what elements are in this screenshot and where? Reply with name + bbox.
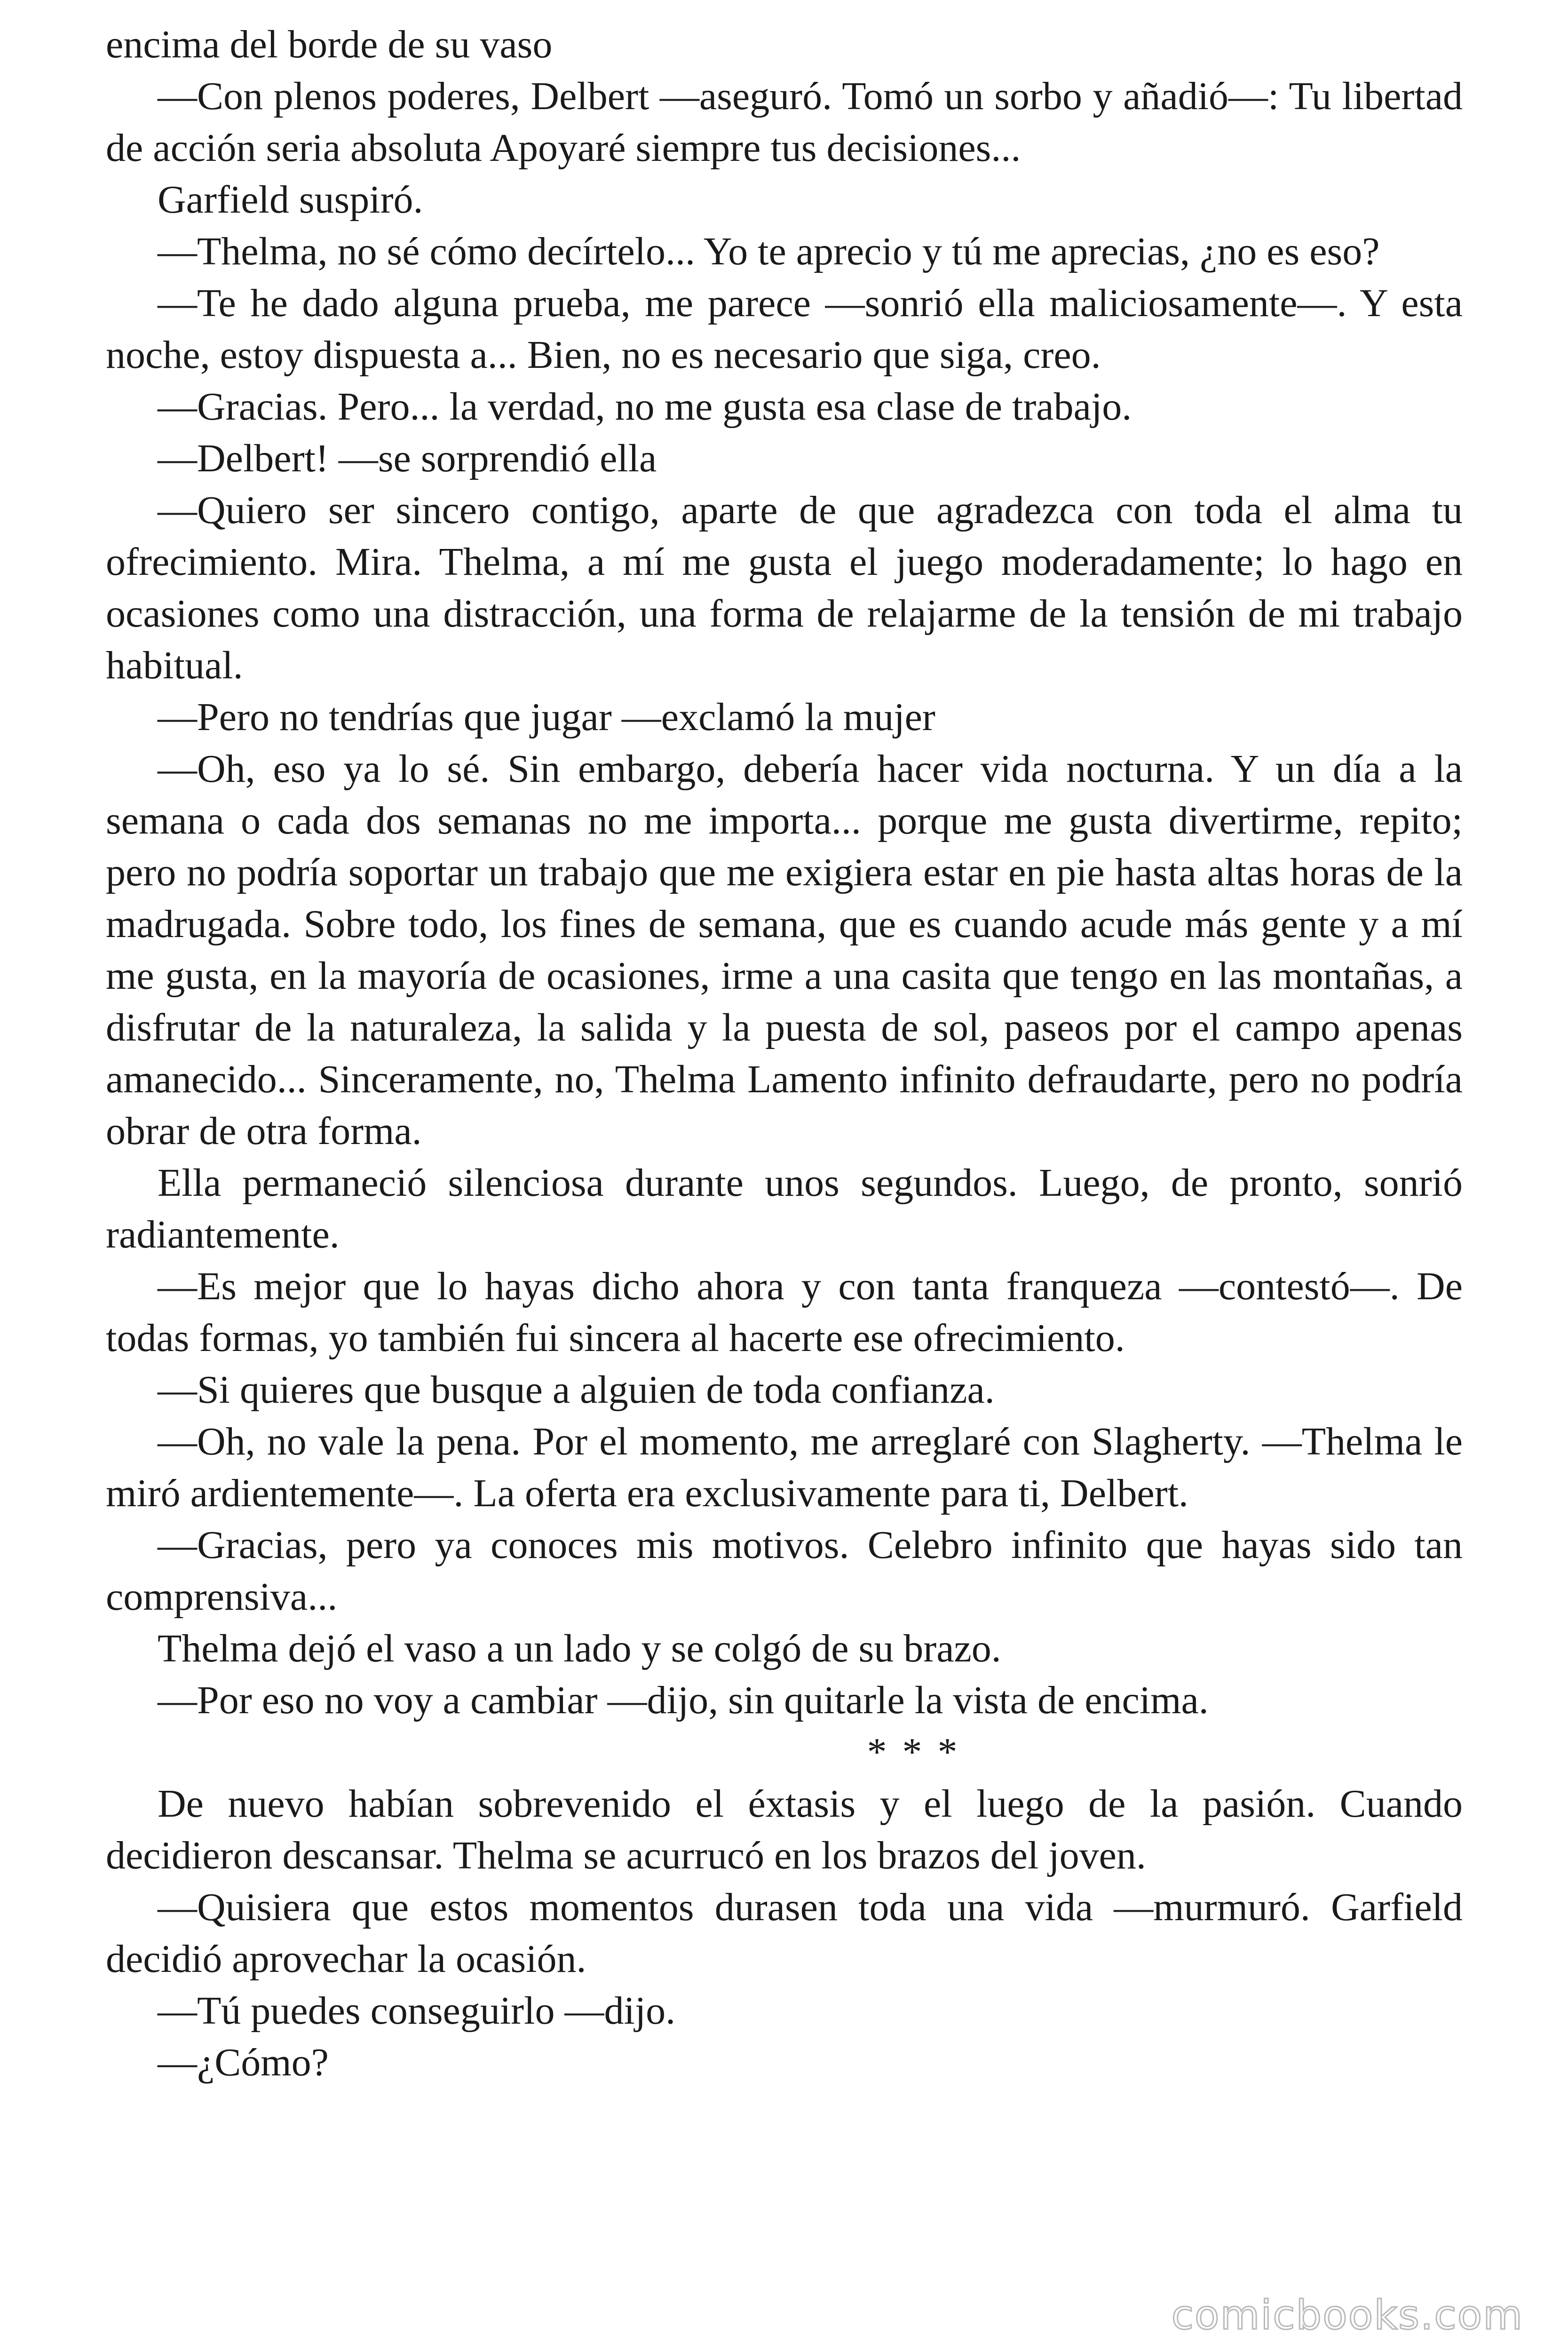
paragraph: —Es mejor que lo hayas dicho ahora y con tanta franqueza —contestó—. De todas formas, yo también fui sincera al hacerte ese ofrecimiento. <box>106 1264 1463 1360</box>
paragraph: —Te he dado alguna prueba, me parece —sonrió ella maliciosamente—. Y esta noche, estoy dispuesta a... Bien, no es necesario que siga, creo. <box>106 281 1463 377</box>
paragraph: —Gracias. Pero... la verdad, no me gusta esa clase de trabajo. <box>158 385 1132 429</box>
paragraph: —Quiero ser sincero contigo, aparte de que agradezca con toda el alma tu ofrecimiento. Mira. Thelma, a mí me gusta el juego moderadamente; lo hago en ocasiones como una distracción, una forma de relajarme de la tensión de mi trabajo habitual. <box>106 488 1463 687</box>
paragraph: —Oh, eso ya lo sé. Sin embargo, debería hacer vida nocturna. Y un día a la semana o cada dos semanas no me importa... porque me gusta divertirme, repito; pero no podría soportar un trabajo que me exigiera estar en pie hasta altas horas de la madrugada. Sobre todo, los fines de semana, que es cuando acude más gente y a mí me gusta, en la mayoría de ocasiones, irme a una casita que tengo en las montañas, a disfrutar de la naturaleza, la salida y la puesta de sol, paseos por el campo apenas amanecido... Sinceramente, no, Thelma Lamento infinito defraudarte, pero no podría obrar de otra forma. <box>106 747 1463 1153</box>
paragraph: encima del borde de su vaso <box>106 23 553 66</box>
paragraph: Garfield suspiró. <box>158 178 423 222</box>
scene-separator: * * * <box>867 1730 960 1774</box>
paragraph: —Delbert! —se sorprendió ella <box>158 437 657 480</box>
paragraph: —Pero no tendrías que jugar —exclamó la mujer <box>158 695 935 739</box>
paragraph: Thelma dejó el vaso a un lado y se colgó de su brazo. <box>158 1627 1001 1670</box>
book-page <box>106 19 1463 2089</box>
paragraph: —Tú puedes conseguirlo —dijo. <box>158 1989 676 2033</box>
paragraph: —Oh, no vale la pena. Por el momento, me arreglaré con Slagherty. —Thelma le miró ardientemente—. La oferta era exclusivamente para ti, Delbert. <box>106 1420 1463 1515</box>
paragraph: —Si quieres que busque a alguien de toda confianza. <box>158 1368 995 1412</box>
paragraph: —Thelma, no sé cómo decírtelo... Yo te aprecio y tú me aprecias, ¿no es eso? <box>158 230 1380 273</box>
paragraph: —¿Cómo? <box>158 2041 329 2084</box>
paragraph: —Con plenos poderes, Delbert —aseguró. Tomó un sorbo y añadió—: Tu libertad de acción seria absoluta Apoyaré siempre tus decisiones... <box>106 74 1463 170</box>
paragraph: —Por eso no voy a cambiar —dijo, sin quitarle la vista de encima. <box>158 1678 1209 1722</box>
paragraph: De nuevo habían sobrevenido el éxtasis y el luego de la pasión. Cuando decidieron descansar. Thelma se acurrucó en los brazos del joven. <box>106 1782 1463 1877</box>
watermark: comicbooks.com <box>1171 2292 1523 2339</box>
paragraph: —Gracias, pero ya conoces mis motivos. Celebro infinito que hayas sido tan comprensiva... <box>106 1523 1463 1619</box>
paragraph: —Quisiera que estos momentos durasen toda una vida —murmuró. Garfield decidió aprovechar la ocasión. <box>106 1885 1463 1981</box>
paragraph: Ella permaneció silenciosa durante unos segundos. Luego, de pronto, sonrió radiantemente. <box>106 1161 1463 1256</box>
